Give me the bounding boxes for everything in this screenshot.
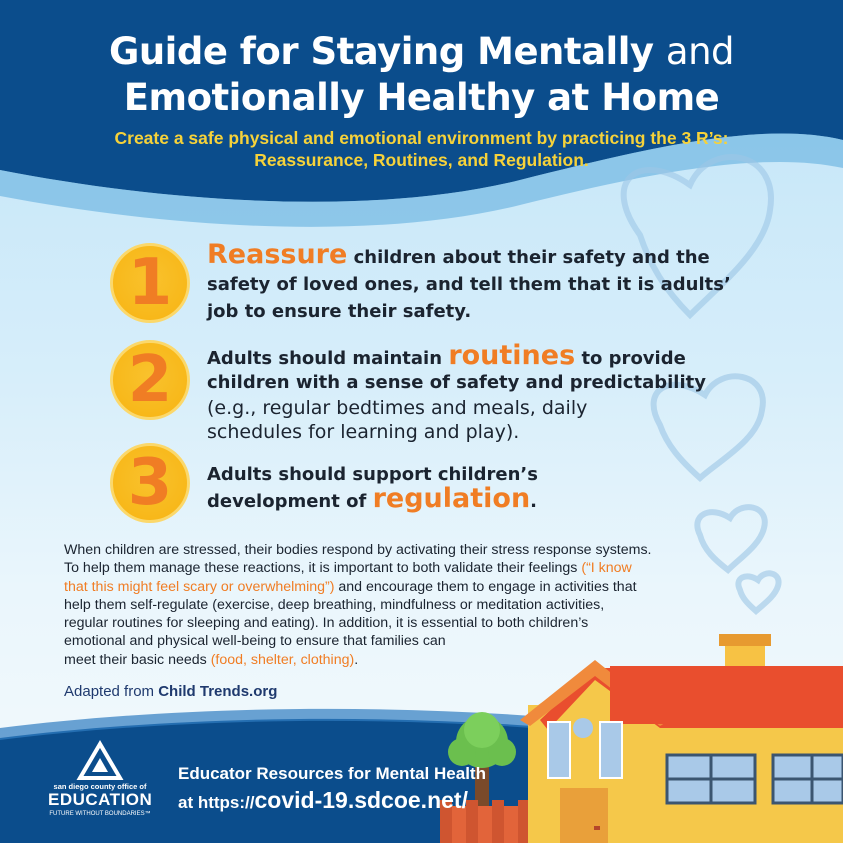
body-line-7-text: meet their basic needs: [64, 651, 211, 668]
keyword-regulation: regulation: [372, 483, 531, 514]
body-line-2: [64, 559, 794, 577]
subtitle-line1: Create a safe physical and emotional environment by practicing the 3 R’s:: [114, 128, 729, 148]
body-line-6: emotional and physical well-being to ensure that families can: [64, 633, 446, 650]
body-line-2-text: To help them manage these reactions, it is important to both validate their feelings: [64, 560, 582, 577]
body-line-5: regular routines for sleeping and eating). In addition, it is essential to both children’s: [64, 615, 589, 632]
attribution-source-link[interactable]: Child Trends.org: [158, 683, 278, 700]
step-3-badge: [110, 443, 190, 523]
step-2-line1-end: to provide: [575, 348, 686, 369]
body-line-7-needs: (food, shelter, clothing): [210, 651, 355, 668]
step-1-badge: [110, 243, 190, 323]
step-3-line1: Adults should support children’s: [207, 464, 538, 485]
step-3-number: 3: [127, 446, 173, 520]
body-line-1: When children are stressed, their bodies respond by activating their stress response systems.: [64, 542, 652, 558]
step-1-line2: safety of loved ones, and tell them that it is adults’: [207, 274, 731, 295]
step-2-line3: (e.g., regular bedtimes and meals, daily: [207, 397, 588, 419]
resources-heading: Educator Resources for Mental Health: [178, 764, 486, 783]
title-light-text: and: [665, 30, 735, 73]
step-3-text: [207, 463, 538, 514]
step-3-line2-end: .: [530, 491, 538, 512]
logo-name: EDUCATION: [48, 790, 153, 809]
page-title-line2: Emotionally Healthy at Home: [123, 76, 720, 119]
url-prefix: at https://: [178, 793, 255, 812]
step-2-line1-start: Adults should maintain: [207, 348, 449, 369]
step-2-line2: children with a sense of safety and predictability: [207, 372, 706, 393]
body-line-2-quote: (“I know: [581, 560, 632, 577]
step-2-badge: [110, 340, 190, 420]
step-3-line2-start: development of: [207, 491, 373, 512]
logo-tagline: FUTURE WITHOUT BOUNDARIES™: [49, 811, 151, 817]
resources-url[interactable]: [178, 787, 468, 814]
title-bold-text: Guide for Staying Mentally: [108, 30, 654, 73]
logo-top-text: san diego county office of: [53, 782, 147, 791]
step-2-line4: schedules for learning and play).: [207, 421, 520, 443]
step-1-text: [207, 239, 731, 324]
step-2-text: [207, 340, 706, 444]
step-1-number: 1: [127, 246, 173, 320]
body-paragraph: [64, 541, 794, 669]
body-line-7: [64, 651, 794, 669]
body-line-7-period: .: [354, 651, 359, 668]
keyword-routines: routines: [448, 340, 576, 371]
attribution: [64, 683, 277, 700]
step-1-line3: job to ensure their safety.: [207, 301, 472, 322]
subtitle-line2: Reassurance, Routines, and Regulation.: [254, 150, 589, 170]
step-1-line1: children about their safety and the: [347, 247, 710, 268]
body-line-4: help them self-regulate (exercise, deep breathing, mindfulness or meditation activities,: [64, 596, 605, 613]
body-line-3-text: and encourage them to engage in activities that: [334, 578, 637, 595]
body-line-3: [64, 578, 794, 596]
step-2-number: 2: [127, 343, 173, 417]
body-line-3-quote: that this might feel scary or overwhelming”): [64, 578, 335, 595]
keyword-reassure: Reassure: [207, 239, 348, 270]
url-main[interactable]: covid-19.sdcoe.net/: [254, 787, 468, 813]
page-title-line1: [0, 30, 843, 73]
attribution-prefix: Adapted from: [64, 683, 159, 700]
